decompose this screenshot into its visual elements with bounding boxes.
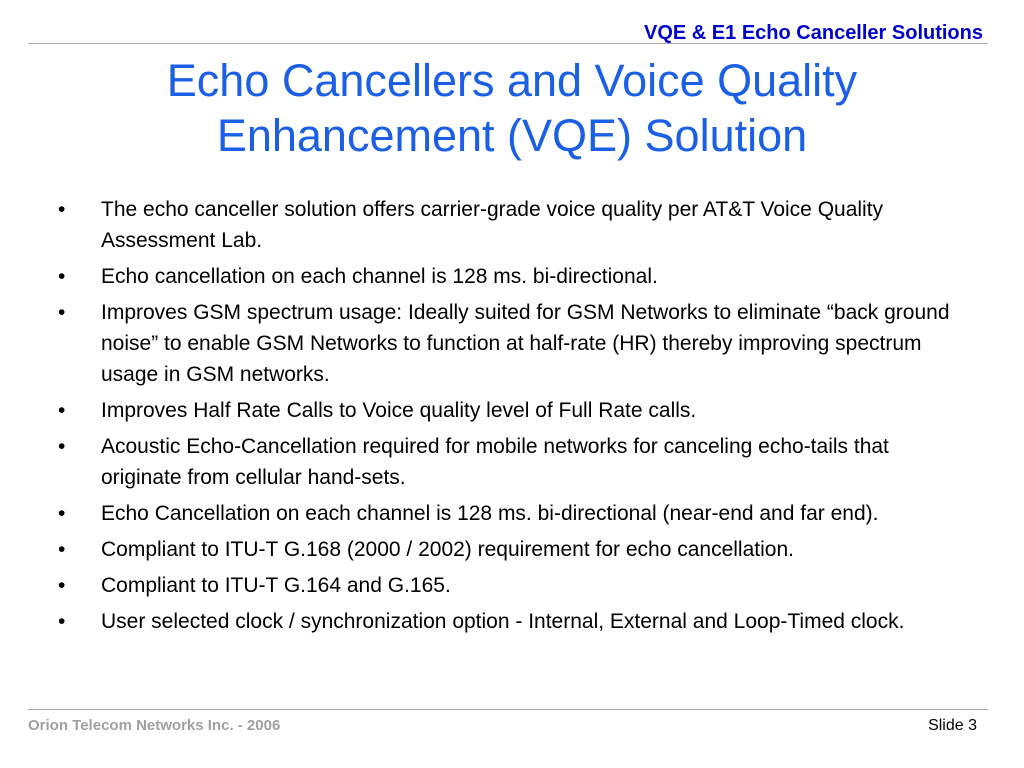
bullet-item — [58, 431, 962, 493]
bullet-item — [58, 534, 962, 565]
bullet-dot-icon: • — [58, 502, 66, 525]
bullet-dot-icon: • — [58, 435, 66, 458]
bullet-text: Echo Cancellation on each channel is 128 ms. bi-directional (near-end and far end). — [101, 502, 879, 525]
footer-divider — [28, 709, 988, 710]
bullet-text: The echo canceller solution offers carrier-grade voice quality per AT&T Voice Quality Assessment Lab. — [101, 198, 884, 252]
slide-title-line-2: Enhancement (VQE) Solution — [216, 110, 808, 161]
bullet-item — [58, 606, 962, 637]
bullet-text: Echo cancellation on each channel is 128 ms. bi-directional. — [101, 265, 658, 288]
bullet-text: Improves GSM spectrum usage: Ideally suited for GSM Networks to eliminate “back ground noise” to enable GSM Networks to function at half-rate (HR) thereby improving spectrum usage in GSM networks. — [101, 301, 950, 386]
header-divider — [28, 43, 988, 44]
bullet-dot-icon: • — [58, 301, 66, 324]
bullet-dot-icon: • — [58, 399, 66, 422]
bullet-dot-icon: • — [58, 265, 66, 288]
bullet-dot-icon: • — [58, 610, 66, 633]
bullet-item — [58, 570, 962, 601]
bullet-text: Improves Half Rate Calls to Voice quality level of Full Rate calls. — [101, 399, 697, 422]
slide-number: Slide 3 — [928, 717, 977, 734]
slide-title-line-1: Echo Cancellers and Voice Quality — [166, 55, 858, 106]
bullet-item — [58, 297, 962, 390]
bullet-item — [58, 498, 962, 529]
bullet-text: User selected clock / synchronization option - Internal, External and Loop-Timed clock. — [101, 610, 905, 633]
footer-company: Orion Telecom Networks Inc. - 2006 — [28, 717, 281, 734]
bullet-item — [58, 395, 962, 426]
bullet-list — [58, 194, 962, 642]
header-title: VQE & E1 Echo Canceller Solutions — [644, 22, 983, 44]
bullet-text: Acoustic Echo-Cancellation required for mobile networks for canceling echo-tails that originate from cellular hand-sets. — [101, 435, 889, 489]
bullet-dot-icon: • — [58, 538, 66, 561]
bullet-dot-icon: • — [58, 198, 66, 221]
bullet-dot-icon: • — [58, 574, 66, 597]
bullet-item — [58, 194, 962, 256]
bullet-text: Compliant to ITU-T G.164 and G.165. — [101, 574, 451, 597]
bullet-item — [58, 261, 962, 292]
slide-title — [40, 53, 984, 163]
bullet-text: Compliant to ITU-T G.168 (2000 / 2002) requirement for echo cancellation. — [101, 538, 794, 561]
